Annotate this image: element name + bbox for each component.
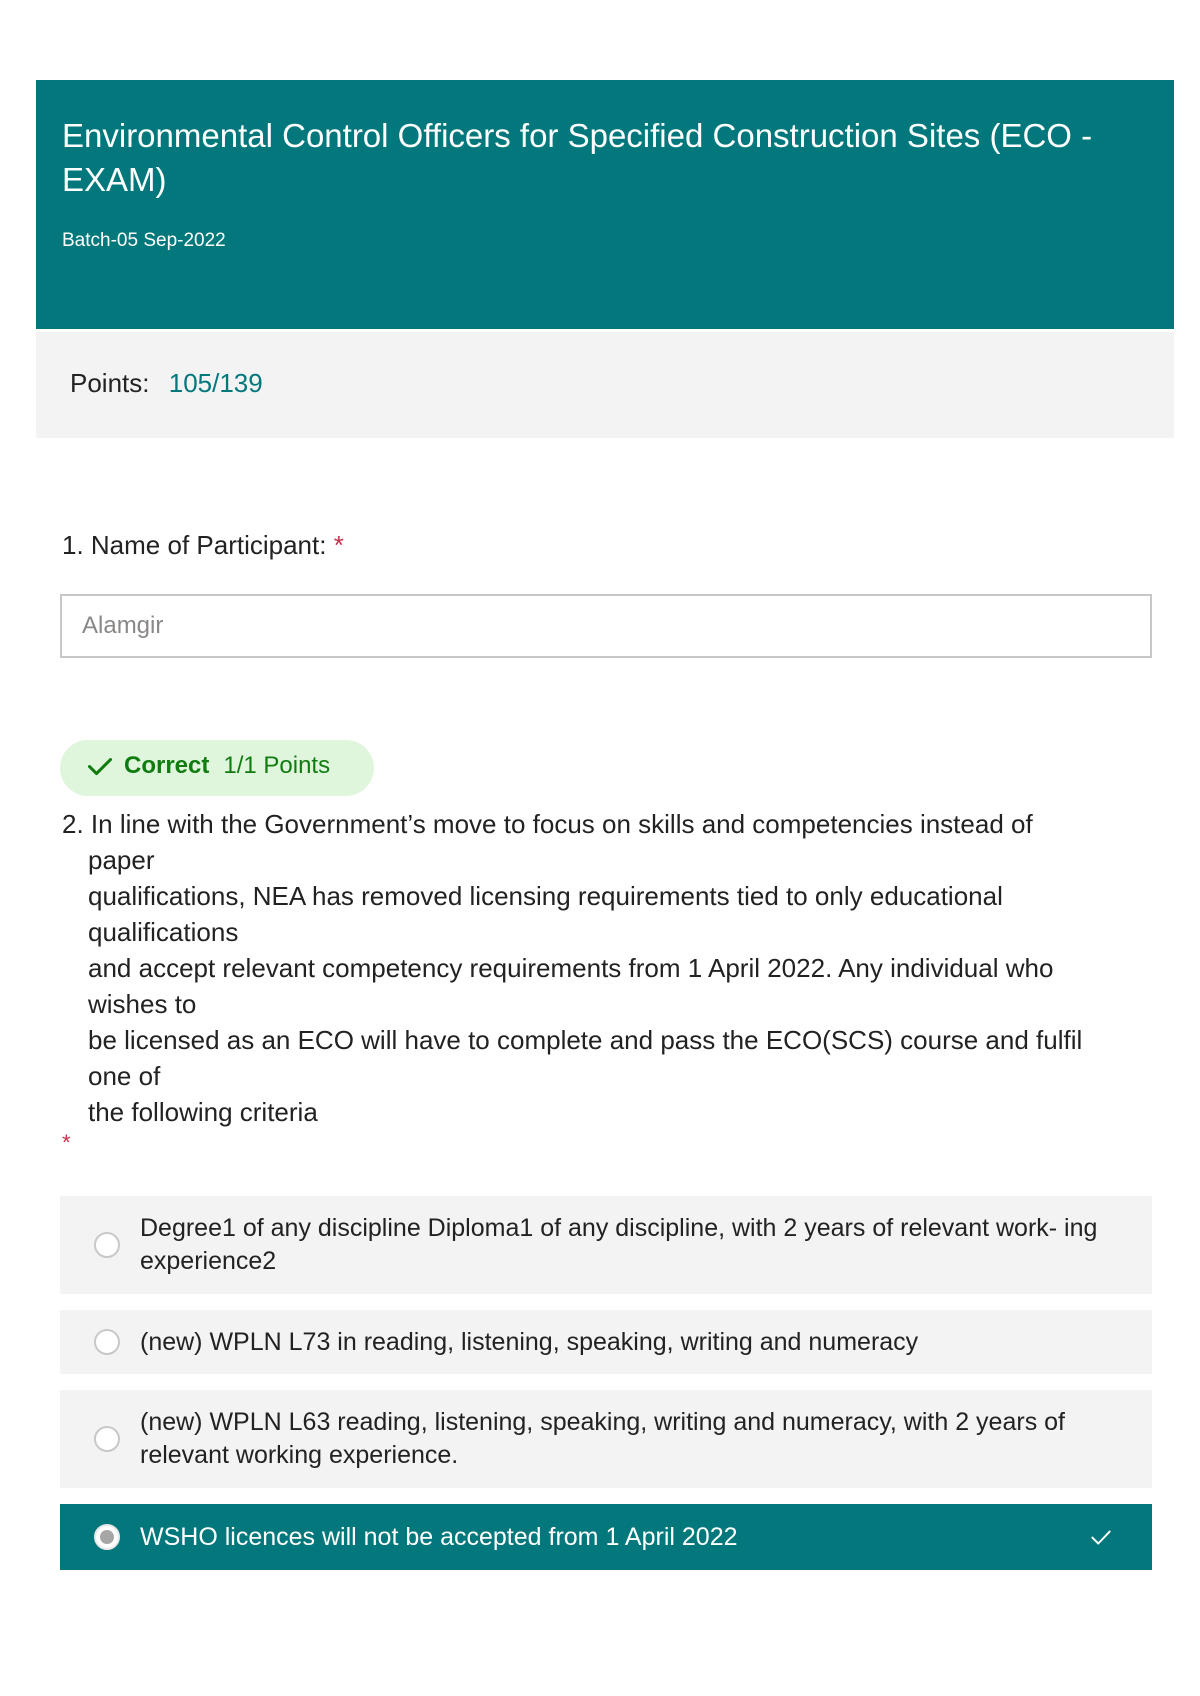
answer-option-label: Degree1 of any discipline Diploma1 of any discipline, with 2 years of relevant work- ing experience2 <box>140 1214 1098 1275</box>
answer-option-2[interactable] <box>60 1310 1152 1374</box>
required-mark: * <box>62 1130 71 1155</box>
points-label: Points: <box>70 368 150 398</box>
correct-status: Correct <box>124 752 210 779</box>
participant-name-field[interactable] <box>60 594 1152 658</box>
question-2-line: qualifications <box>88 917 239 947</box>
answer-option-label: (new) WPLN L73 in reading, listening, speaking, writing and numeracy <box>140 1327 919 1356</box>
radio-button[interactable] <box>94 1426 120 1452</box>
question-2-line: and accept relevant competency requirements from 1 April 2022. Any individual who <box>88 953 1054 983</box>
form-header <box>36 80 1174 329</box>
question-1-title <box>62 530 344 561</box>
answer-option-1[interactable] <box>60 1196 1152 1294</box>
radio-dot <box>100 1530 114 1544</box>
check-icon <box>86 752 114 780</box>
points-summary <box>36 332 1174 438</box>
correct-points: 1/1 Points <box>223 752 331 779</box>
participant-name-value: Alamgir <box>82 612 164 639</box>
form-title: Environmental Control Officers for Specified Construction Sites (ECO - EXAM) <box>62 117 1093 198</box>
required-mark: * <box>333 530 344 560</box>
radio-button[interactable] <box>94 1232 120 1258</box>
question-2-line: the following criteria <box>88 1097 318 1127</box>
answer-option-label: WSHO licences will not be accepted from 1 April 2022 <box>140 1522 738 1551</box>
question-2-line: paper <box>88 845 155 875</box>
answer-option-4-selected[interactable] <box>60 1504 1152 1570</box>
question-2-line: be licensed as an ECO will have to complete and pass the ECO(SCS) course and fulfil <box>88 1025 1083 1055</box>
question-2-line: wishes to <box>88 989 197 1019</box>
correct-badge <box>60 740 374 796</box>
question-2-line: qualifications, NEA has removed licensing requirements tied to only educational <box>88 881 1003 911</box>
points-value: 105/139 <box>168 368 263 398</box>
answer-option-label: (new) WPLN L63 reading, listening, speaking, writing and numeracy, with 2 years of relevant working experience. <box>140 1408 1065 1469</box>
question-2-title <box>62 806 1162 1130</box>
form-subtitle: Batch-05 Sep-2022 <box>62 230 226 251</box>
question-2-line: 2. In line with the Government’s move to focus on skills and competencies instead of <box>62 809 1033 839</box>
radio-button-selected[interactable] <box>94 1524 120 1550</box>
checkmark-icon <box>1088 1524 1114 1550</box>
question-2-line: one of <box>88 1061 161 1091</box>
answer-option-3[interactable] <box>60 1390 1152 1488</box>
radio-button[interactable] <box>94 1329 120 1355</box>
question-1-label: 1. Name of Participant: <box>62 530 327 560</box>
